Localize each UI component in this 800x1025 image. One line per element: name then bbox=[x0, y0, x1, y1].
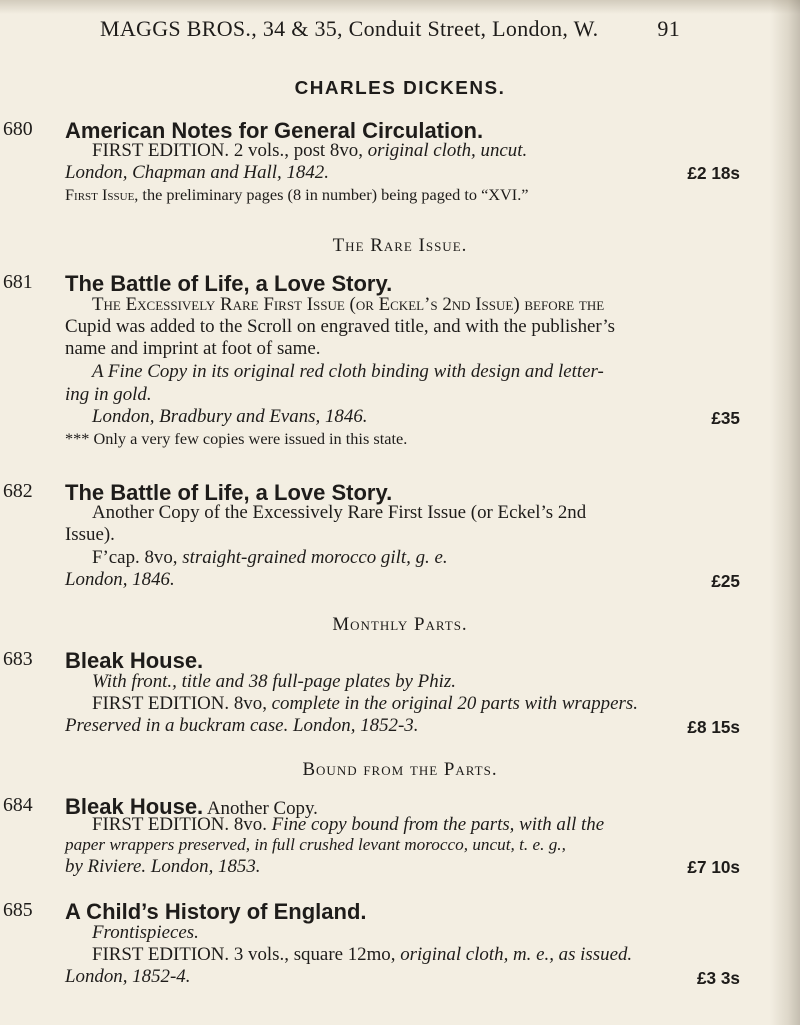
format-text: 2 vols., post 8vo, bbox=[229, 140, 368, 161]
imprint-text: London, 1852-4. bbox=[65, 966, 191, 988]
entry-title: The Battle of Life, a Love Story. bbox=[65, 271, 393, 297]
entry-line: Frontispieces. bbox=[92, 921, 199, 943]
entry-title: Bleak House. bbox=[65, 793, 204, 819]
running-header bbox=[100, 16, 680, 42]
price: £2 18s bbox=[687, 163, 740, 184]
entry-line: Cupid was added to the Scroll on engraved title, and with the publisher’s bbox=[65, 316, 615, 337]
lot-number: 680 bbox=[3, 117, 33, 140]
imprint-text: London, 1846. bbox=[65, 568, 175, 590]
edition-label: FIRST EDITION. bbox=[92, 814, 230, 836]
format-text: 8vo, bbox=[229, 692, 272, 714]
binding-text: original cloth, m. e., as issued. bbox=[400, 944, 633, 965]
page-number: 91 bbox=[657, 16, 680, 41]
page-edge-shadow-right bbox=[770, 0, 800, 1025]
lot-number: 683 bbox=[3, 648, 33, 671]
subsection-heading-rare: The Rare Issue. bbox=[332, 235, 468, 256]
lot-number: 684 bbox=[3, 793, 33, 816]
price: £25 bbox=[711, 570, 740, 591]
imprint-text: by Riviere. London, 1853. bbox=[65, 855, 261, 877]
imprint-text: London, Bradbury and Evans, 1846. bbox=[92, 406, 368, 428]
price: £35 bbox=[711, 407, 740, 428]
entry-line: name and imprint at foot of same. bbox=[65, 338, 321, 360]
page-edge-shadow-top bbox=[0, 0, 800, 14]
entry-title: American Notes for General Circulation. bbox=[65, 117, 484, 143]
imprint-text: Preserved in a buckram case. London, 1852-3. bbox=[65, 715, 419, 737]
binding-text: Fine copy bound from the parts, with all the bbox=[271, 814, 605, 836]
lot-number: 681 bbox=[3, 271, 33, 294]
price: £3 3s bbox=[696, 968, 740, 988]
entry-title: The Battle of Life, a Love Story. bbox=[65, 479, 393, 505]
edition-label: FIRST EDITION. bbox=[92, 944, 230, 965]
binding-text: straight-grained morocco gilt, g. e. bbox=[182, 546, 448, 568]
author-heading: CHARLES DICKENS. bbox=[294, 78, 506, 99]
edition-label: FIRST EDITION. bbox=[92, 140, 230, 161]
lot-number: 685 bbox=[3, 899, 33, 922]
imprint-text: London, Chapman and Hall, 1842. bbox=[65, 161, 329, 183]
format-text: F’cap. 8vo, bbox=[92, 546, 183, 568]
entry-line: paper wrappers preserved, in full crushed levant morocco, uncut, t. e. g., bbox=[65, 835, 566, 854]
entry-title: A Child’s History of England. bbox=[65, 899, 367, 925]
binding-text: original cloth, uncut. bbox=[367, 140, 528, 161]
price: £8 15s bbox=[687, 716, 740, 737]
note-lead: First Issue, bbox=[65, 184, 139, 204]
entry-line: With front., title and 38 full-page plates by Phiz. bbox=[92, 670, 456, 692]
price: £7 10s bbox=[687, 857, 740, 878]
subsection-heading-monthly: Monthly Parts. bbox=[332, 613, 468, 635]
binding-text: complete in the original 20 parts with wrappers. bbox=[271, 692, 638, 714]
entry-line: The Excessively Rare First Issue (or Eckel’s 2nd Issue) before the bbox=[92, 293, 605, 315]
entry-line: Another Copy of the Excessively Rare First Issue (or Eckel’s 2nd bbox=[92, 501, 587, 523]
running-head-text: MAGGS BROS., 34 & 35, Conduit Street, London, W. bbox=[100, 16, 599, 41]
entry-line: A Fine Copy in its original red cloth binding with design and letter- bbox=[92, 361, 604, 383]
entry-line: ing in gold. bbox=[65, 383, 152, 405]
entry-title-tail: Another Copy. bbox=[203, 797, 318, 819]
format-text: 3 vols., square 12mo, bbox=[229, 944, 401, 965]
lot-number: 682 bbox=[3, 479, 33, 502]
note-text: the preliminary pages (8 in number) being paged to “XVI.” bbox=[138, 184, 529, 204]
entry-line: Issue). bbox=[65, 524, 115, 546]
subsection-heading-bound: Bound from the Parts. bbox=[302, 758, 498, 780]
entry-title: Bleak House. bbox=[65, 648, 204, 674]
format-text: 8vo. bbox=[229, 814, 272, 836]
note-text: *** Only a very few copies were issued in this state. bbox=[65, 429, 408, 449]
edition-label: FIRST EDITION. bbox=[92, 692, 230, 714]
